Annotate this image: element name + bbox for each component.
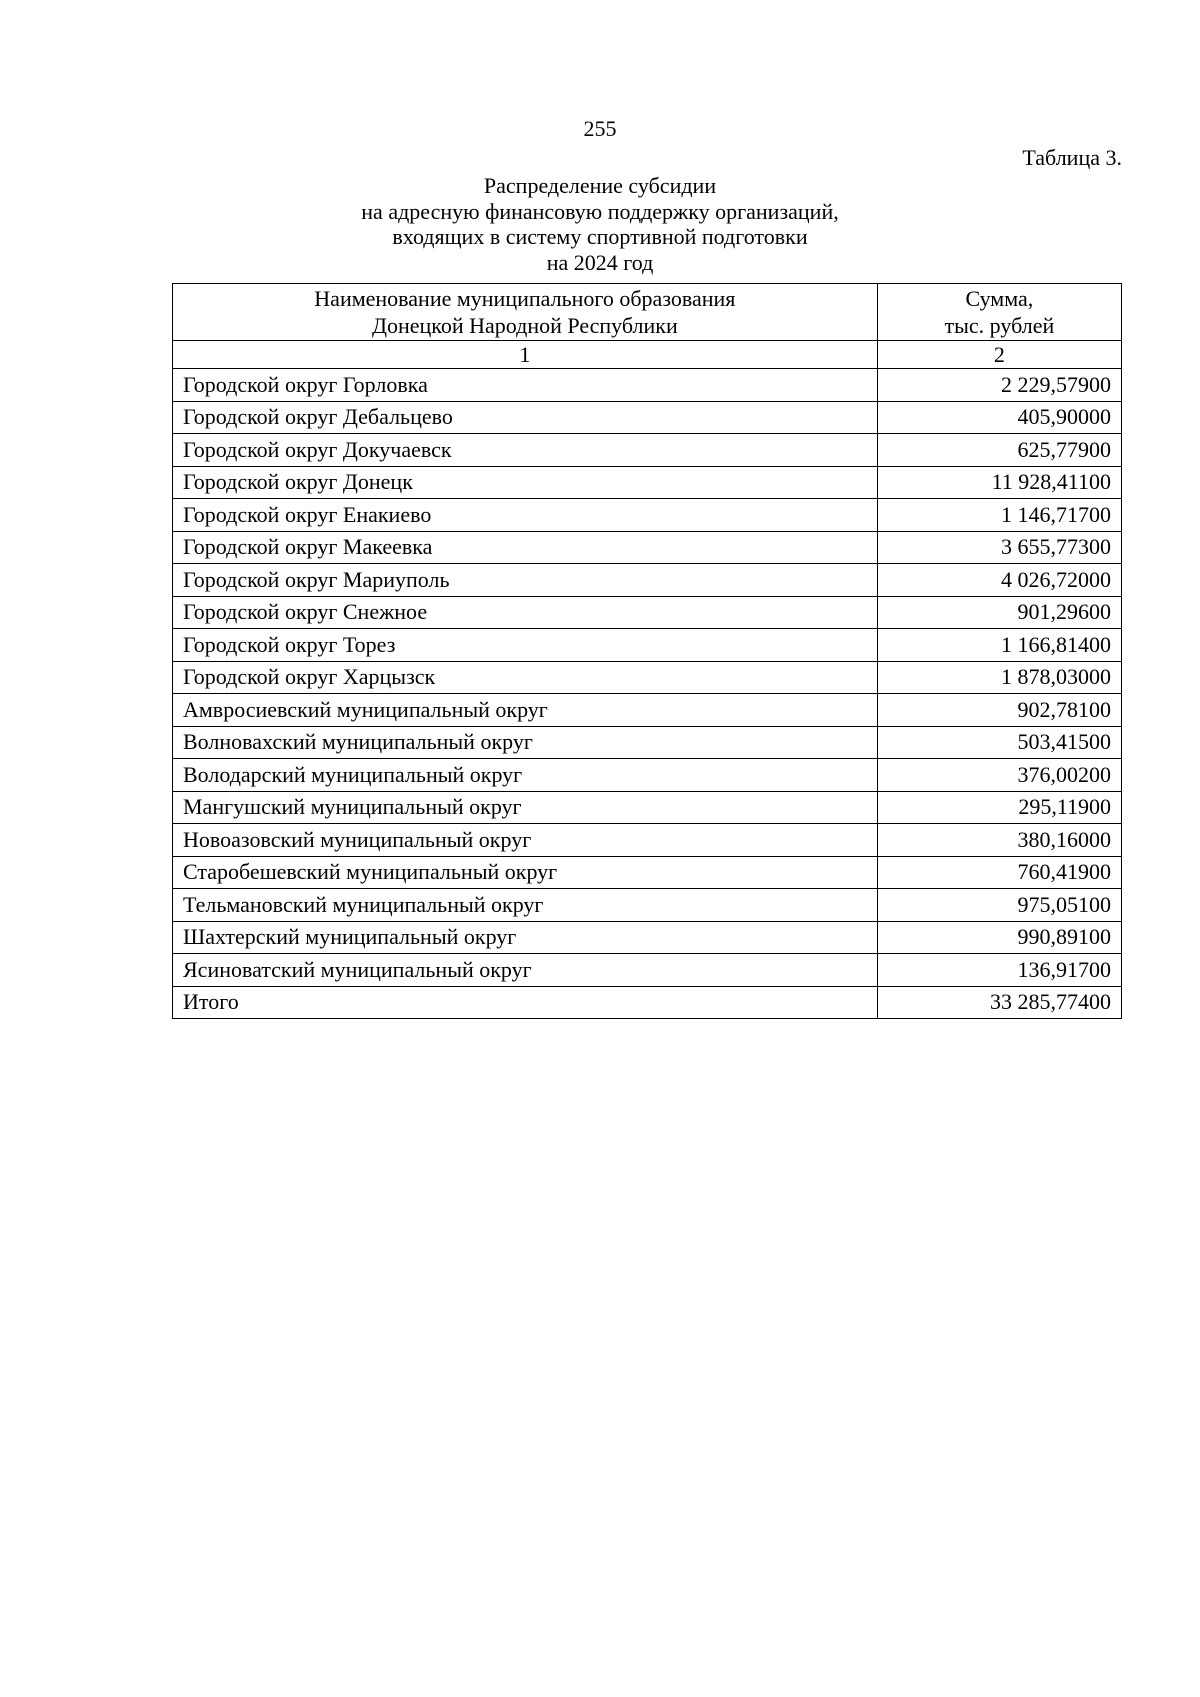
municipality-name-cell: Ясиноватский муниципальный округ bbox=[173, 954, 878, 987]
subsidy-sum-cell: 901,29600 bbox=[877, 596, 1121, 629]
column-number-1: 1 bbox=[173, 341, 878, 369]
header-name-cell bbox=[173, 284, 878, 341]
table-row bbox=[173, 434, 1122, 467]
table-row bbox=[173, 466, 1122, 499]
table-row bbox=[173, 499, 1122, 532]
municipality-name-cell: Шахтерский муниципальный округ bbox=[173, 921, 878, 954]
header-sum-line2: тыс. рублей bbox=[944, 313, 1055, 338]
subsidy-sum-cell: 3 655,77300 bbox=[877, 531, 1121, 564]
subsidy-sum-cell: 990,89100 bbox=[877, 921, 1121, 954]
table-row bbox=[173, 564, 1122, 597]
table-header-row bbox=[173, 284, 1122, 341]
page-number: 255 bbox=[583, 116, 617, 141]
table-row bbox=[173, 401, 1122, 434]
title-line: на 2024 год bbox=[546, 249, 654, 275]
municipality-name-cell: Городской округ Енакиево bbox=[173, 499, 878, 532]
subsidy-sum-cell: 1 166,81400 bbox=[877, 629, 1121, 662]
municipality-name-cell: Городской округ Докучаевск bbox=[173, 434, 878, 467]
subsidy-sum-cell: 625,77900 bbox=[877, 434, 1121, 467]
table-row bbox=[173, 856, 1122, 889]
table-total-row bbox=[173, 986, 1122, 1019]
municipality-name-cell: Городской округ Снежное bbox=[173, 596, 878, 629]
title-line: на адресную финансовую поддержку организаций, bbox=[361, 198, 839, 224]
subsidy-sum-cell: 760,41900 bbox=[877, 856, 1121, 889]
table-row bbox=[173, 824, 1122, 857]
subsidy-sum-cell: 975,05100 bbox=[877, 889, 1121, 922]
municipality-name-cell: Городской округ Горловка bbox=[173, 369, 878, 402]
total-sum-cell: 33 285,77400 bbox=[877, 986, 1121, 1019]
municipality-name-cell: Городской округ Донецк bbox=[173, 466, 878, 499]
municipality-name-cell: Городской округ Торез bbox=[173, 629, 878, 662]
table-row bbox=[173, 661, 1122, 694]
municipality-name-cell: Мангушский муниципальный округ bbox=[173, 791, 878, 824]
table-row bbox=[173, 726, 1122, 759]
subsidy-sum-cell: 1 878,03000 bbox=[877, 661, 1121, 694]
municipality-name-cell: Волновахский муниципальный округ bbox=[173, 726, 878, 759]
subsidy-sum-cell: 503,41500 bbox=[877, 726, 1121, 759]
municipality-name-cell: Старобешевский муниципальный округ bbox=[173, 856, 878, 889]
municipality-name-cell: Городской округ Макеевка bbox=[173, 531, 878, 564]
column-number-row bbox=[173, 341, 1122, 369]
municipality-name-cell: Городской округ Харцызск bbox=[173, 661, 878, 694]
document-title bbox=[0, 173, 1200, 275]
subsidy-sum-cell: 295,11900 bbox=[877, 791, 1121, 824]
subsidy-sum-cell: 1 146,71700 bbox=[877, 499, 1121, 532]
table-row bbox=[173, 596, 1122, 629]
municipality-name-cell: Городской округ Мариуполь bbox=[173, 564, 878, 597]
subsidy-sum-cell: 2 229,57900 bbox=[877, 369, 1121, 402]
header-name-line2: Донецкой Народной Республики bbox=[371, 313, 678, 338]
column-number-2: 2 bbox=[877, 341, 1121, 369]
table-row bbox=[173, 694, 1122, 727]
municipality-name-cell: Амвросиевский муниципальный округ bbox=[173, 694, 878, 727]
subsidy-sum-cell: 11 928,41100 bbox=[877, 466, 1121, 499]
table-row bbox=[173, 759, 1122, 792]
subsidy-sum-cell: 376,00200 bbox=[877, 759, 1121, 792]
title-line: Распределение субсидии bbox=[483, 173, 717, 198]
header-sum-line1: Сумма, bbox=[965, 286, 1034, 311]
title-line: входящих в систему спортивной подготовки bbox=[392, 224, 808, 249]
subsidy-sum-cell: 902,78100 bbox=[877, 694, 1121, 727]
total-label-cell: Итого bbox=[173, 986, 878, 1019]
subsidy-table bbox=[172, 283, 1122, 1019]
subsidy-sum-cell: 136,91700 bbox=[877, 954, 1121, 987]
table-label: Таблица 3. bbox=[1022, 145, 1122, 170]
municipality-name-cell: Городской округ Дебальцево bbox=[173, 401, 878, 434]
table-row bbox=[173, 889, 1122, 922]
municipality-name-cell: Володарский муниципальный округ bbox=[173, 759, 878, 792]
subsidy-sum-cell: 380,16000 bbox=[877, 824, 1121, 857]
table-row bbox=[173, 629, 1122, 662]
table-row bbox=[173, 791, 1122, 824]
table-row bbox=[173, 531, 1122, 564]
municipality-name-cell: Новоазовский муниципальный округ bbox=[173, 824, 878, 857]
municipality-name-cell: Тельмановский муниципальный округ bbox=[173, 889, 878, 922]
table-row bbox=[173, 954, 1122, 987]
table-row bbox=[173, 369, 1122, 402]
subsidy-sum-cell: 4 026,72000 bbox=[877, 564, 1121, 597]
header-sum-cell bbox=[877, 284, 1121, 341]
subsidy-sum-cell: 405,90000 bbox=[877, 401, 1121, 434]
header-name-line1: Наименование муниципального образования bbox=[314, 286, 736, 311]
table-row bbox=[173, 921, 1122, 954]
